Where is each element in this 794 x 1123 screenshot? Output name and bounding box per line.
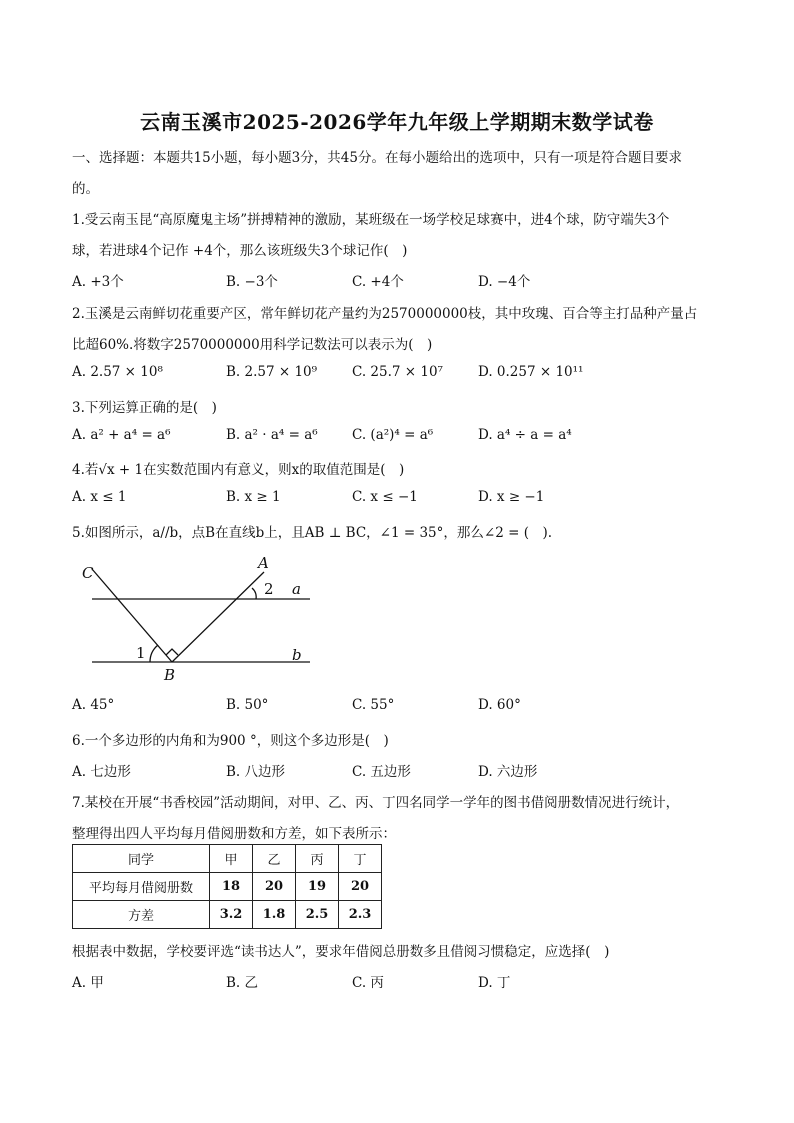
question-6-option-d: D. 六边形 xyxy=(478,764,538,780)
question-3-option-c: C. (a²)⁴ = a⁶ xyxy=(352,427,434,443)
question-2-line1: 2.玉溪是云南鲜切花重要产区，常年鲜切花产量约为2570000000枝，其中玫瑰、百合等主打品种产量占 xyxy=(72,306,698,322)
section-instructions-line1: 一、选择题：本题共15小题，每小题3分，共45分。在每小题给出的选项中，只有一项是符合题目要求 xyxy=(72,150,682,166)
right-angle-mark xyxy=(166,649,178,655)
label-line-a: a xyxy=(292,580,301,598)
reading-stats-table xyxy=(72,844,382,929)
question-1-line1: 1.受云南玉昆“高原魔鬼主场”拼搏精神的激励，某班级在一场学校足球赛中，进4个球，防守端失3个 xyxy=(72,212,670,228)
question-3-option-b: B. a² · a⁴ = a⁶ xyxy=(226,427,318,443)
question-6-line1: 6.一个多边形的内角和为900 °，则这个多边形是( ) xyxy=(72,733,389,749)
question-7-line2: 整理得出四人平均每月借阅册数和方差，如下表所示： xyxy=(72,826,396,842)
question-1-option-b: B. −3个 xyxy=(226,274,278,290)
question-7-line1: 7.某校在开展“书香校园”活动期间，对甲、乙、丙、丁四名同学一学年的图书借阅册数情况进行统计， xyxy=(72,795,680,811)
table-cell: 方差 xyxy=(73,901,210,929)
table-cell: 2.3 xyxy=(339,901,382,929)
question-7-line3: 根据表中数据，学校要评选“读书达人”，要求年借阅总册数多且借阅习惯稳定，应选择( ) xyxy=(72,944,610,960)
question-1-option-a: A. +3个 xyxy=(72,274,124,290)
table-cell: 18 xyxy=(210,873,253,901)
table-cell: 平均每月借阅册数 xyxy=(73,873,210,901)
angle-2-arc xyxy=(252,588,256,599)
table-cell: 丙 xyxy=(296,845,339,873)
table-cell: 乙 xyxy=(253,845,296,873)
question-5-option-d: D. 60° xyxy=(478,697,521,713)
question-1-option-c: C. +4个 xyxy=(352,274,404,290)
question-2-option-a: A. 2.57 × 10⁸ xyxy=(72,364,163,380)
question-3-line1: 3.下列运算正确的是( ) xyxy=(72,400,217,416)
angle-1-arc xyxy=(150,645,158,662)
question-7-option-c: C. 丙 xyxy=(352,975,384,991)
question-7-option-a: A. 甲 xyxy=(72,975,104,991)
table-cell: 甲 xyxy=(210,845,253,873)
segment-bc xyxy=(92,569,172,662)
question-3-option-d: D. a⁴ ÷ a = a⁴ xyxy=(478,427,572,443)
question-4-option-b: B. x ≥ 1 xyxy=(226,489,281,505)
question-2-line2: 比超60%.将数字2570000000用科学记数法可以表示为( ) xyxy=(72,337,433,353)
question-7-option-b: B. 乙 xyxy=(226,975,259,991)
table-cell: 20 xyxy=(339,873,382,901)
question-1-option-d: D. −4个 xyxy=(478,274,531,290)
segment-ba xyxy=(172,572,264,662)
question-4-option-a: A. x ≤ 1 xyxy=(72,489,127,505)
table-cell: 1.8 xyxy=(253,901,296,929)
label-angle-1: 1 xyxy=(136,644,146,662)
table-cell: 19 xyxy=(296,873,339,901)
parallel-lines-figure xyxy=(72,554,322,684)
question-4-line1: 4.若√x + 1在实数范围内有意义，则x的取值范围是( ) xyxy=(72,462,405,478)
table-row xyxy=(73,901,382,929)
page-title: 云南玉溪市2025-2026学年九年级上学期期末数学试卷 xyxy=(140,110,654,134)
table-row xyxy=(73,873,382,901)
table-cell: 20 xyxy=(253,873,296,901)
section-instructions-line2: 的。 xyxy=(72,181,99,197)
question-2-option-c: C. 25.7 × 10⁷ xyxy=(352,364,443,380)
label-angle-2: 2 xyxy=(264,580,274,598)
table-header-row xyxy=(73,845,382,873)
question-4-option-c: C. x ≤ −1 xyxy=(352,489,418,505)
question-5-option-a: A. 45° xyxy=(72,697,115,713)
table-cell: 3.2 xyxy=(210,901,253,929)
question-2-option-b: B. 2.57 × 10⁹ xyxy=(226,364,318,380)
table-cell: 丁 xyxy=(339,845,382,873)
label-point-a: A xyxy=(258,554,269,572)
question-5-line1: 5.如图所示，a//b，点B在直线b上，且AB ⊥ BC，∠1 = 35°，那么∠2 = ( ). xyxy=(72,525,553,541)
label-point-b: B xyxy=(164,666,176,684)
question-2-option-d: D. 0.257 × 10¹¹ xyxy=(478,364,584,380)
question-7-option-d: D. 丁 xyxy=(478,975,511,991)
question-4-option-d: D. x ≥ −1 xyxy=(478,489,545,505)
question-5-option-b: B. 50° xyxy=(226,697,269,713)
question-6-option-a: A. 七边形 xyxy=(72,764,131,780)
question-5-option-c: C. 55° xyxy=(352,697,395,713)
table-cell: 同学 xyxy=(73,845,210,873)
question-3-option-a: A. a² + a⁴ = a⁶ xyxy=(72,427,171,443)
label-line-b: b xyxy=(292,646,302,664)
question-6-option-c: C. 五边形 xyxy=(352,764,411,780)
question-6-option-b: B. 八边形 xyxy=(226,764,286,780)
question-1-line2: 球，若进球4个记作 +4个，那么该班级失3个球记作( ) xyxy=(72,243,408,259)
label-point-c: C xyxy=(82,564,94,582)
table-cell: 2.5 xyxy=(296,901,339,929)
